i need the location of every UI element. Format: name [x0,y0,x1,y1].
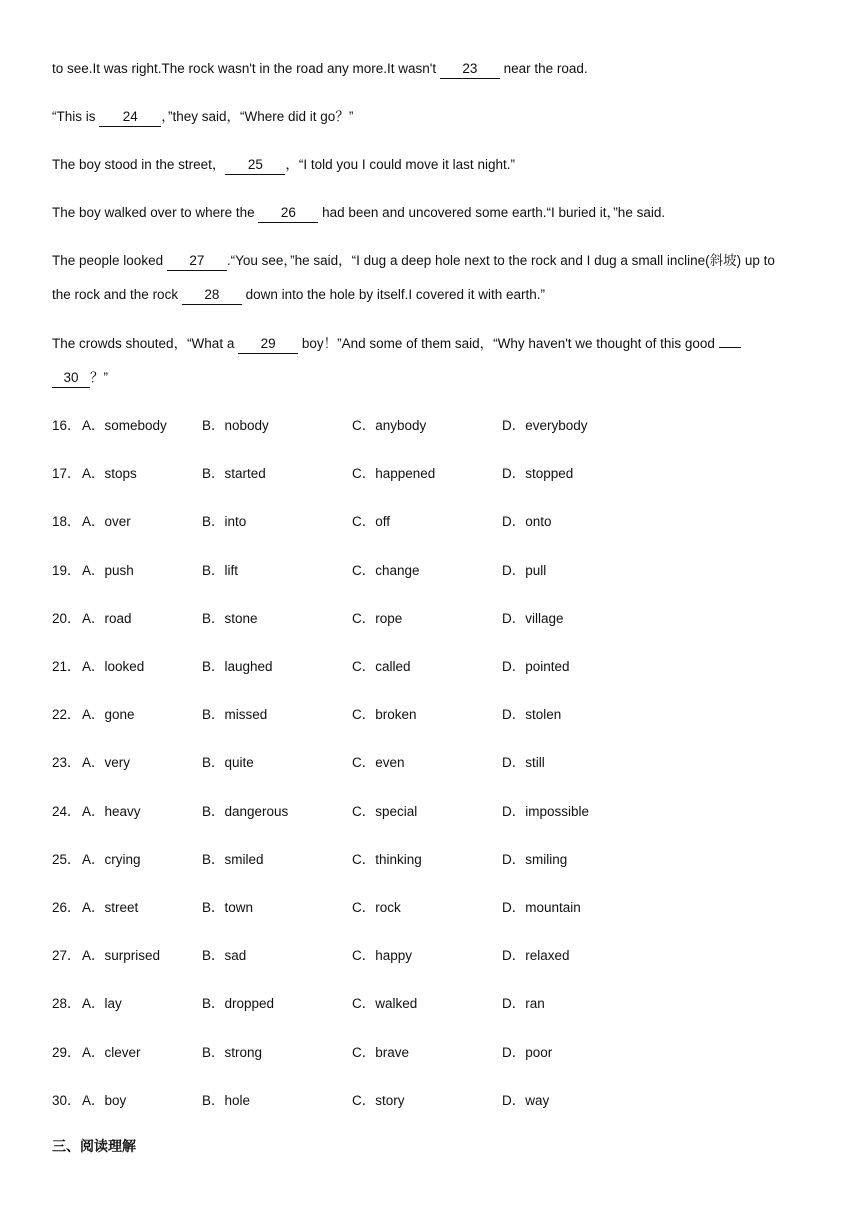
option-b[interactable]: B．dropped [202,996,275,1012]
option-c[interactable]: C．broken [352,707,417,723]
question-row [52,416,822,436]
answer-blank: 27 [167,252,227,271]
question-number: 21． [52,659,81,674]
option-d[interactable]: D．relaxed [502,948,570,964]
passage-text: near the road. [499,61,588,76]
passage-text: ，”they said，“Where did it go？” [161,109,354,124]
question-number: 19． [52,562,81,578]
option-c[interactable]: C．walked [352,996,418,1012]
question-number: 29． [52,1044,81,1060]
option-a[interactable]: A．boy [82,1092,127,1108]
option-a[interactable]: A．heavy [82,803,141,819]
question-number: 24． [52,803,81,819]
passage-line [52,251,775,271]
answer-blank: 30 [52,369,90,388]
question-row [52,946,822,966]
option-b[interactable]: B．town [202,900,254,915]
section-heading: 三、阅读理解 [52,1139,136,1155]
option-a[interactable]: A．gone [82,707,135,723]
option-b[interactable]: B．dangerous [202,803,289,819]
passage-text: down into the hole by itself.I covered it with earth.” [241,287,545,302]
passage-line [52,368,108,388]
option-c[interactable]: C．happened [352,466,436,482]
option-d[interactable]: D．way [502,1092,550,1108]
passage-text: The boy walked over to where the [52,205,259,220]
option-a[interactable]: A．crying [82,851,141,867]
answer-blank: 26 [258,204,318,223]
option-a[interactable]: A．surprised [82,948,161,964]
passage-text: boy！”And some of them said，“Why haven't we thought of this good [298,336,719,351]
question-row [52,1043,822,1063]
answer-blank [719,347,741,348]
option-a[interactable]: A．very [82,755,131,771]
option-c[interactable]: C．even [352,755,405,771]
option-d[interactable]: D．mountain [502,900,581,915]
option-a[interactable]: A．street [82,900,139,915]
option-d[interactable]: D．everybody [502,418,588,433]
question-row [52,994,822,1014]
passage-text: had been and uncovered some earth.“I buried it，”he said. [318,205,666,220]
option-a[interactable]: A．over [82,514,131,530]
option-b[interactable]: B．hole [202,1092,251,1108]
option-a[interactable]: A．clever [82,1044,141,1060]
option-a[interactable]: A．lay [82,996,122,1012]
passage-text: The people looked [52,253,167,268]
passage-line [52,107,353,127]
option-c[interactable]: C．special [352,803,418,819]
question-number: 28． [52,996,81,1012]
option-b[interactable]: B．lift [202,562,239,578]
passage-text: the rock and the rock [52,287,182,302]
passage-text: The crowds shouted，“What a [52,336,239,351]
option-c[interactable]: C．off [352,514,391,530]
option-b[interactable]: B．nobody [202,418,269,433]
option-d[interactable]: D．stopped [502,466,574,482]
question-number: 18． [52,514,81,530]
question-row [52,850,822,870]
passage-line [52,285,545,305]
answer-blank: 25 [225,156,285,175]
option-c[interactable]: C．called [352,659,411,674]
question-number: 20． [52,610,81,626]
question-row [52,512,822,532]
question-number: 26． [52,900,81,915]
option-b[interactable]: B．laughed [202,659,273,674]
question-row [52,464,822,484]
passage-text: The boy stood in the street， [52,157,226,172]
passage-text: .“You see，”he said，“I dug a deep hole next to the rock and I dug a small incline(斜坡) up to [226,253,775,268]
option-c[interactable]: C．anybody [352,418,427,433]
option-c[interactable]: C．rock [352,900,401,915]
answer-blank: 29 [238,335,298,354]
option-c[interactable]: C．brave [352,1044,410,1060]
option-c[interactable]: C．thinking [352,851,422,867]
option-b[interactable]: B．sad [202,948,247,964]
option-d[interactable]: D．stolen [502,707,562,723]
question-number: 22． [52,707,81,723]
option-b[interactable]: B．smiled [202,851,264,867]
question-number: 30． [52,1092,81,1108]
option-a[interactable]: A．somebody [82,418,167,433]
question-row [52,1091,822,1111]
option-c[interactable]: C．change [352,562,420,578]
option-a[interactable]: A．looked [82,659,145,674]
option-b[interactable]: B．quite [202,755,254,771]
option-a[interactable]: A．road [82,610,132,626]
passage-text: to see.It was right.The rock wasn't in the road any more.It wasn't [52,61,440,76]
passage-text: “This is [52,109,100,124]
option-d[interactable]: D．poor [502,1044,553,1060]
option-d[interactable]: D．ran [502,996,545,1012]
question-row [52,802,822,822]
option-c[interactable]: C．rope [352,610,403,626]
passage-text: ？” [90,370,108,385]
answer-blank: 23 [440,60,500,79]
question-number: 25． [52,851,81,867]
option-b[interactable]: B．missed [202,707,268,723]
question-row [52,561,822,581]
option-d[interactable]: D．smiling [502,851,568,867]
passage-line [52,334,741,354]
passage-line [52,155,515,175]
answer-blank: 24 [99,108,161,127]
option-d[interactable]: D．village [502,610,564,626]
option-d[interactable]: D．impossible [502,803,590,819]
option-c[interactable]: C．happy [352,948,413,964]
option-b[interactable]: B．strong [202,1044,263,1060]
question-row [52,753,822,773]
question-row [52,657,822,677]
option-b[interactable]: B．stone [202,610,258,626]
option-d[interactable]: D．still [502,755,545,771]
passage-line [52,203,665,223]
option-c[interactable]: C．story [352,1092,405,1108]
question-number: 17． [52,466,81,482]
option-a[interactable]: A．push [82,562,134,578]
passage-line [52,59,588,79]
option-a[interactable]: A．stops [82,466,137,482]
question-row [52,609,822,629]
question-number: 16． [52,418,81,433]
option-d[interactable]: D．onto [502,514,552,530]
passage-text: ，“I told you I could move it last night.” [285,157,515,172]
option-d[interactable]: D．pointed [502,659,570,674]
option-b[interactable]: B．started [202,466,266,482]
question-row [52,705,822,725]
answer-blank: 28 [182,286,242,305]
option-d[interactable]: D．pull [502,562,547,578]
question-row [52,898,822,918]
question-number: 23． [52,755,81,771]
option-b[interactable]: B．into [202,514,247,530]
question-number: 27． [52,948,81,964]
